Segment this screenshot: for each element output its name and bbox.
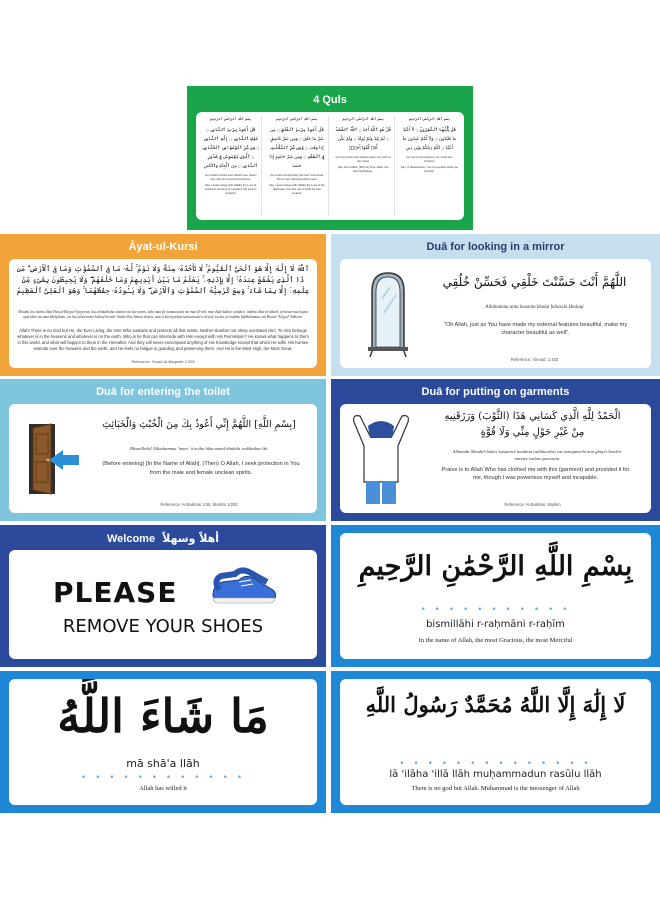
mashallah-card xyxy=(0,671,326,813)
qul-arabic: قُلْ أَعُوذُ بِرَبِّ ٱلْفَلَقِ ۝ مِن شَرِّ مَا خَلَقَ ۝ وَمِن شَرِّ غَاسِقٍ إِذَا وَقَبَ ۝ وَمِن شَرِّ ٱلنَّفَّٰثَٰتِ فِى ٱلْعُقَدِ ۝ وَمِن شَرِّ حَاسِدٍ إِذَا حَسَدَ xyxy=(269,128,325,169)
garments-panel xyxy=(340,404,651,513)
welcome-title-en: Welcome xyxy=(106,533,156,545)
shahada-transliteration: lā 'ilāha 'illā llāh muḥammadun rasūlu llāh xyxy=(389,769,602,780)
garments-arabic-line2: مِنْ غَيْرِ حَوْلٍ مِنِّي وَلَا قُوَّةٍ xyxy=(480,427,585,438)
kursi-arabic: ٱللَّهُ لَآ إِلَٰهَ إِلَّا هُوَ ٱلْحَىُّ ٱلْقَيُّومُ ۚ لَا تَأْخُذُهُۥ سِنَةٌ وَلَا نَوْمٌ ۚ لَّهُۥ مَا فِى ٱلسَّمَٰوَٰتِ وَمَا فِى ٱلْأَرْضِ ۗ مَن ذَا ٱلَّذِى يَشْفَعُ عِندَهُۥٓ إِلَّا بِإِذْنِهِۦ ۚ يَعْلَمُ مَا بَيْنَ أَيْدِيهِمْ وَمَا خَلْفَهُمْ ۖ وَلَا يُحِيطُونَ بِشَىْءٍ مِّنْ عِلْمِهِۦٓ إِلَّا بِمَا شَآءَ ۚ وَسِعَ كُرْسِيُّهُ ٱلسَّمَٰوَٰتِ وَٱلْأَرْضَ ۖ وَلَا يَـُٔودُهُۥ حِفْظُهُمَا ۚ وَهُوَ ٱلْعَلِىُّ ٱلْعَظِيمُ xyxy=(16,264,310,295)
mirror-dua-card xyxy=(331,234,660,376)
mirror-panel xyxy=(340,259,651,368)
card-title: Duā for looking in a mirror xyxy=(426,241,565,253)
bismillah-divider: • • • • • • • • • • • xyxy=(420,605,571,615)
qul-basmala: بِسْمِ ٱللَّهِ ٱلرَّحْمَٰنِ ٱلرَّحِيمِ xyxy=(342,117,384,121)
welcome-card xyxy=(0,525,326,667)
garments-arabic-line1: الْحَمْدُ لِلَّهِ الَّذِي كَسَانِي هَذَا (الثَّوْبَ) وَرَزَقَنِيهِ xyxy=(444,411,621,422)
qul-column xyxy=(333,116,395,216)
qul-basmala: بِسْمِ ٱللَّهِ ٱلرَّحْمَٰنِ ٱلرَّحِيمِ xyxy=(209,117,252,121)
qul-basmala: بِسْمِ ٱللَّهِ ٱلرَّحْمَٰنِ ٱلرَّحِيمِ xyxy=(276,117,318,121)
child-dressing-icon xyxy=(346,412,416,508)
qul-column xyxy=(266,116,328,216)
shahada-divider: • • • • • • • • • • • • • • xyxy=(399,759,592,769)
toilet-panel xyxy=(9,404,317,513)
qul-arabic: قُلْ يَٰٓأَيُّهَا ٱلْكَٰفِرُونَ ۝ لَآ أَعْبُدُ مَا تَعْبُدُونَ ۝ وَلَآ أَنتُمْ عَٰبِدُونَ مَآ أَعْبُدُ ۝ لَكُمْ دِينُكُمْ وَلِىَ دِينِ xyxy=(402,128,457,151)
mirror-translation: "Oh Allah, just as You have made my external features beautiful, make my character beautiful as well". xyxy=(443,322,628,336)
shoes-icon xyxy=(209,566,279,610)
welcome-title-ar: أهلاً وسهلاً xyxy=(162,532,219,545)
mashallah-calligraphy: مَا شَاءَ اللَّهُ xyxy=(57,689,269,743)
mirror-reference: Reference: Ahmad, 1:403 xyxy=(510,357,559,362)
toilet-reference: Reference: Al-Bukhari 1/45, Muslim 1/283 xyxy=(160,502,238,507)
garments-transliteration: Alhamdu lillaahil-lathee kasaanee haathaa (aththawba) wa razaqaneehi min ghayri hawlin-minnee walaa quwwatin. xyxy=(452,449,623,461)
qul-text: Say, I seek refuge with (Allah) the Lord of mankind, the King of mankind, the God of mankind. xyxy=(204,183,257,195)
qul-translit: Qul a'oodhu birabbin naas. Malikin naas. Ilaahin naas. Min sharril waswaasil khannaas. xyxy=(204,174,257,181)
shahada-calligraphy: لَا إِلَٰهَ إِلَّا اللَّهُ مُحَمَّدٌ رَسُولُ اللَّهِ xyxy=(365,692,626,717)
mashallah-panel xyxy=(9,679,317,805)
qul-text: Say, I seek refuge with (Allah) the Lord of the daybreak, from the evil of what He has created. xyxy=(268,183,325,195)
mashallah-meaning: Allah has willed it xyxy=(139,785,187,792)
ayat-ul-kursi-card xyxy=(0,234,326,376)
bismillah-calligraphy: بِسْمِ اللَّهِ الرَّحْمَٰنِ الرَّحِيمِ xyxy=(358,551,633,582)
welcome-panel xyxy=(9,550,317,659)
garments-dua-card xyxy=(331,379,660,521)
shahada-card xyxy=(331,671,660,813)
qul-arabic: قُلْ هُوَ ٱللَّهُ أَحَدٌ ۝ ٱللَّهُ ٱلصَّمَدُ ۝ لَمْ يَلِدْ وَلَمْ يُولَدْ ۝ وَلَمْ يَكُن لَّهُۥ كُفُوًا أَحَدٌۢ xyxy=(335,128,391,151)
card-title: Duā for entering the toilet xyxy=(96,386,230,398)
card-title: Āyat-ul-Kursi xyxy=(128,241,198,253)
bismillah-panel xyxy=(340,533,651,659)
qul-arabic: قُلْ أَعُوذُ بِرَبِّ ٱلنَّاسِ ۝ مَلِكِ ٱلنَّاسِ ۝ إِلَٰهِ ٱلنَّاسِ ۝ مِن شَرِّ ٱلْوَسْوَاسِ ٱلْخَنَّاسِ ۝ ٱلَّذِى يُوَسْوِسُ فِى صُدُورِ ٱلنَّاسِ ۝ مِنَ ٱلْجِنَّةِ وَٱلنَّاسِ xyxy=(202,128,260,169)
card-title xyxy=(0,532,326,545)
mirror-icon xyxy=(362,269,414,357)
door-icon xyxy=(23,420,83,498)
bismillah-transliteration: bismillāhi r-raḥmāni r-raḥīm xyxy=(426,619,565,630)
toilet-arabic: [بِسْمِ اللَّهِ] اللَّهُمَّ إِنِّي أَعُوذُ بِكَ مِنَ الْخُبْثِ وَالْخَبَائِثِ xyxy=(102,419,296,430)
kursi-translation: Allah! There is no God but He, the Ever Living, the One Who sustains and protects all that exists. Neither slumber nor sleep overtakes Him. To Him belongs whatever is in the heavens and whatever is on the earth. Who is he that can intercede with Him except with His Permission? He knows what happens to them in this world, and what will happen to them in the Hereafter. And they will never encompass anything of His Knowledge except that which He wills. His Kursee extends over the heavens and the earth, and He feels no fatigue in guarding and preserving them. And He is the Most High, the Most Great. xyxy=(17,328,309,351)
kursi-transliteration: Allaahu laa ilaaha illaa Huwal-Hayyul-Qayyoom, laa ta'khudhuhu sinatun wa laa nawm, lahu maa fis-samaawaati wa maa fil-ard, man dhal-ladhee yashfa'u 'indahu illaa bi-idhnih, ya'lamu maa bayna aydeehim wa maa khalfahum, wa laa yuheetoona bishay'im-min 'ilmihi illaa bimaa shaa'a, wasi'a kursiyyuhus-samaawaati wal-ard, wa laa ya'ooduhu hifdhuhumaa, wa Huwal-'Aliyyul-'Adheem. xyxy=(17,310,309,319)
quls-panel xyxy=(196,112,464,220)
four-quls-card xyxy=(187,86,473,230)
qul-translit: Qul huwal laahu ahad. Allahus samad. Lam yalid wa lam yoolad. xyxy=(335,156,391,163)
qul-text: Say, O disbelievers, I do not worship what you worship. xyxy=(400,165,458,173)
qul-translit: Qul yaa ayyuhal kaafiroon. Laa a'budu maa ta'budoon. xyxy=(406,156,453,163)
mirror-transliteration: Allahumma anta hasanta khalqi fahassin khuluqi xyxy=(485,305,584,310)
mashallah-transliteration: mā shā'a llāh xyxy=(126,757,200,770)
bismillah-meaning: In the name of Allah, the most Gracious, the most Merciful xyxy=(418,637,573,644)
qul-basmala: بِسْمِ ٱللَّهِ ٱلرَّحْمَٰنِ ٱلرَّحِيمِ xyxy=(408,117,451,121)
qul-column xyxy=(399,116,460,216)
toilet-translation: (Before entering) [In the Name of Allah]. (Then) O Allah, I seek protection in You from the male and female unclean spirits. xyxy=(102,461,300,476)
toilet-transliteration: [Bismillahi] Allaahumma 'innee 'a'oothu bika minal-khubthi walkhabaa'ith. xyxy=(129,446,269,451)
shahada-panel xyxy=(340,679,651,805)
card-title: Duā for putting on garments xyxy=(421,386,570,398)
shahada-meaning: There is no god but Allah. Muhammad is the messenger of Allah xyxy=(411,785,580,792)
kursi-reference: Reference: Surah Al-Baqarah 2:255 xyxy=(131,359,195,364)
kursi-panel xyxy=(9,259,317,368)
qul-column xyxy=(200,116,262,216)
please-text: PLEASE xyxy=(53,576,178,609)
remove-shoes-text: REMOVE YOUR SHOES xyxy=(62,616,264,637)
qul-translit: Qul a'oodhu birabbil-falaq. Min sharri maa khalaq. Wa min sharri ghaasiqin idhaa waqab. xyxy=(269,174,324,181)
toilet-dua-card xyxy=(0,379,326,521)
garments-translation: Praise is to Allah Who has clothed me with this (garment) and provided it for me, though I was powerless myself and incapable. xyxy=(441,467,630,481)
mashallah-divider: • • • • • • • • • • • • xyxy=(80,773,246,783)
card-title: 4 Quls xyxy=(313,94,347,106)
garments-reference: Reference: Al-Bukhari, Muslim xyxy=(504,502,561,507)
qul-text: Say, He is Allah, (Who is) One. Allah, the Eternal Refuge. xyxy=(337,165,389,173)
bismillah-card xyxy=(331,525,660,667)
mirror-arabic: اللَّهُمَّ أَنْتَ حَسَّنْتَ خَلْقِي فَحَسِّنْ خُلُقِي xyxy=(442,275,627,289)
